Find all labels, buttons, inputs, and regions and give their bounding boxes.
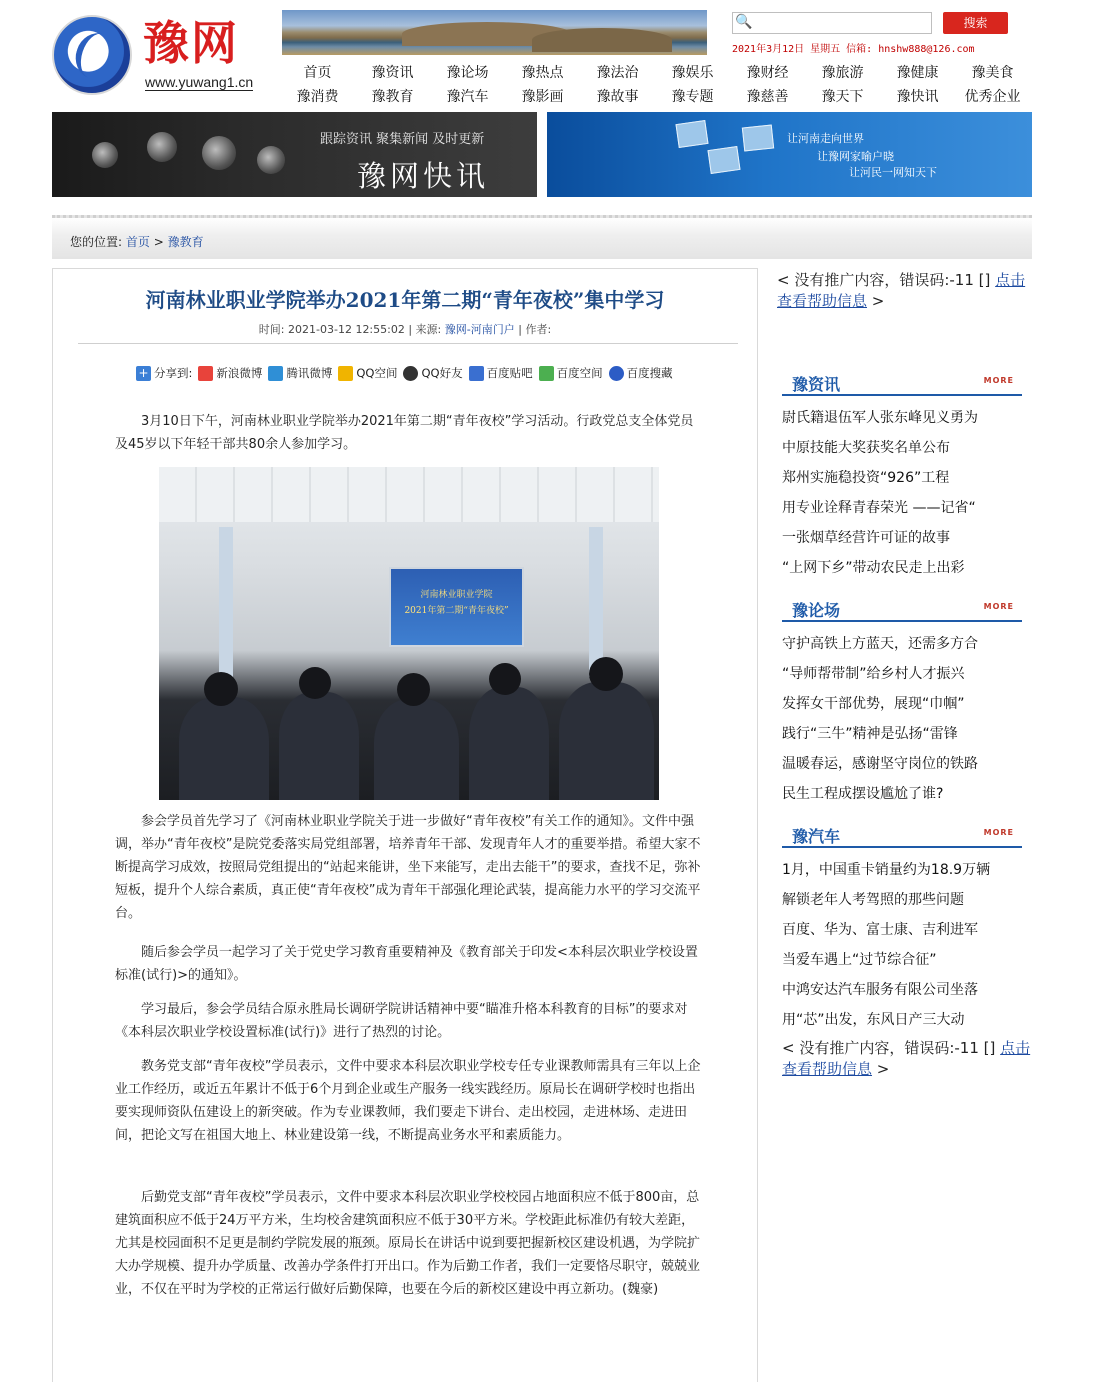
share-item-label: 腾讯微博 [286, 366, 333, 380]
list-item[interactable]: 当爱车遇上“过节综合征” [782, 952, 937, 968]
projection-line: 2021年第二期“青年夜校” [404, 606, 509, 616]
article-paragraph: 后勤党支部“青年夜校”学员表示，文件中要求本科层次职业学校校园占地面积应不低于800亩，总建筑面积应不低于24万平方米，生均校舍建筑面积应不低于30平方米。学校距此标准仍有较大差距，尤其是校园面积不足更是制约学院发展的瓶颈。原局长在讲话中说到要把握新校区建设机遇，为学院扩大办学规模、提升办学质量、改善办学条件打开出口。作为后勤工作者，我们一定要恪尽职守，兢兢业业，不仅在平时为学校的正常运行做好后勤保障，也要在今后的新校区建设中再立新功。(魏豪) [115, 1190, 701, 1297]
weibo-icon [198, 366, 213, 381]
nav-item[interactable]: 豫天下 [821, 89, 864, 105]
photo-window [219, 527, 233, 677]
meta-author-label: 作者: [525, 323, 552, 336]
microphone-icon [147, 132, 177, 162]
section-title[interactable]: 豫资讯 [792, 375, 841, 394]
breadcrumb [70, 233, 204, 250]
photo-attendee [279, 692, 359, 800]
list-item[interactable]: 民生工程成摆设尴尬了谁? [782, 786, 944, 802]
screen-tile-icon [675, 120, 708, 148]
date-and-mailbox: 2021年3月12日 星期五 信箱: hnshw888@126.com [732, 44, 975, 55]
nav-item[interactable]: 豫消费 [296, 89, 339, 105]
list-item[interactable]: 百度、华为、富士康、吉利进军 [782, 922, 978, 938]
section-list-auto [782, 855, 1022, 1035]
section-list-forum [782, 629, 1022, 809]
list-item[interactable]: 中鸿安达汽车服务有限公司坐落 [782, 982, 978, 998]
slogan-banner[interactable] [547, 112, 1032, 197]
list-item[interactable]: 发挥女干部优势，展现“巾帼” [782, 696, 965, 712]
screen-tile-icon [742, 124, 774, 151]
section-title[interactable]: 豫汽车 [792, 827, 841, 846]
nav-item[interactable]: 豫论场 [446, 65, 489, 81]
photo-projection-screen [389, 567, 524, 647]
nav-item[interactable]: 豫美食 [971, 65, 1014, 81]
share-item-label: QQ好友 [421, 366, 463, 380]
baidu-paw-icon [609, 366, 624, 381]
article-title: 河南林业职业学院举办2021年第二期“青年夜校”集中学习 [145, 288, 665, 312]
search-button[interactable]: 搜索 [943, 12, 1008, 34]
share-item-label: 百度搜藏 [626, 366, 673, 380]
list-item[interactable]: 郑州实施稳投资“926”工程 [782, 470, 950, 486]
photo-window [589, 527, 603, 677]
breadcrumb-label: 您的位置: [70, 235, 123, 249]
section-header-forum [782, 597, 1022, 622]
nav-item[interactable]: 首页 [303, 65, 332, 81]
nav-item[interactable]: 豫快讯 [896, 89, 939, 105]
section-list-news [782, 403, 1022, 583]
breadcrumb-separator: > [153, 235, 164, 249]
microphone-icon [257, 146, 285, 174]
header-landscape-banner [282, 10, 707, 55]
list-item[interactable]: “上网下乡”带动农民走上出彩 [782, 560, 965, 576]
slogan-line-2: 让豫网家喻户晓 [817, 150, 894, 163]
nav-item[interactable]: 豫法治 [596, 65, 639, 81]
news-flash-banner[interactable] [52, 112, 537, 197]
list-item[interactable]: 中原技能大奖获奖名单公布 [782, 440, 950, 456]
photo-attendee-head [589, 657, 623, 691]
nav-item[interactable]: 豫汽车 [446, 89, 489, 105]
article-photo-meeting [159, 467, 659, 800]
nav-item[interactable]: 豫慈善 [746, 89, 789, 105]
nav-item[interactable]: 豫旅游 [821, 65, 864, 81]
article-meta [52, 321, 758, 337]
nav-item[interactable]: 豫教育 [371, 89, 414, 105]
site-logo-emblem[interactable] [52, 15, 132, 95]
screen-tile-icon [707, 146, 740, 174]
list-item[interactable]: 用“芯”出发，东风日产三大动 [782, 1012, 965, 1028]
article-paragraph: 3月10日下午，河南林业职业学院举办2021年第二期“青年夜校”学习活动。行政党总支全体党员及45岁以下年轻干部共80余人参加学习。 [115, 414, 694, 452]
ad-prefix: < 没有推广内容，错误码:-11 [] [777, 271, 996, 289]
news-flash-title: 豫网快讯 [357, 159, 490, 193]
microphone-icon [202, 136, 236, 170]
site-logo-text[interactable]: 豫网 [143, 16, 239, 70]
main-nav-row-2 [280, 87, 1030, 107]
share-qq-friend[interactable] [403, 365, 462, 381]
share-label: 分享到: [154, 366, 193, 380]
tencent-weibo-icon [268, 366, 283, 381]
share-item-label: 百度贴吧 [486, 366, 533, 380]
more-link[interactable]: MORE [983, 376, 1014, 385]
article-paragraph: 学习最后，参会学员结合原永胜局长调研学院讲话精神中要“瞄准升格本科教育的目标”的要求对《本科层次职业学校设置标准(试行)》进行了热烈的讨论。 [115, 1002, 688, 1040]
share-baidu-favorites[interactable] [609, 365, 673, 381]
list-item[interactable]: 温暖春运，感谢坚守岗位的铁路 [782, 756, 978, 772]
tieba-icon [469, 366, 484, 381]
more-link[interactable]: MORE [983, 602, 1014, 611]
share-baidu-space[interactable] [539, 365, 603, 381]
section-header-auto [782, 823, 1022, 848]
search-icon: 🔍 [735, 14, 753, 30]
photo-ceiling [159, 467, 659, 522]
ad-help-link[interactable]: 点击查看帮助信息 [777, 271, 1026, 310]
plus-icon: + [136, 366, 151, 381]
share-item-label: 新浪微博 [216, 366, 263, 380]
article-paragraph: 随后参会学员一起学习了关于党史学习教育重要精神及《教育部关于印发<本科层次职业学校设置标准(试行)>的通知》。 [115, 945, 698, 983]
meta-separator: | [408, 323, 413, 336]
meta-separator: | [518, 323, 522, 336]
meta-time: 2021-03-12 12:55:02 [288, 323, 405, 336]
share-item-label: QQ空间 [356, 366, 398, 380]
list-item[interactable]: 守护高铁上方蓝天，还需多方合 [782, 636, 978, 652]
list-item[interactable]: 尉氏籍退伍军人张东峰见义勇为 [782, 410, 978, 426]
article-paragraph: 参会学员首先学习了《河南林业职业学院关于进一步做好“青年夜校”有关工作的通知》。文件中强调，举办“青年夜校”是院党委落实局党组部署，培养青年干部、发现青年人才的重要举措。希望大家不断提高学习成效，按照局党组提出的“站起来能讲，坐下来能写，走出去能干”的要求，查找不足，弥补短板，提升个人综合素质，真正使“青年夜校”成为青年干部强化理论武装，提高能力水平的学习交流平台。 [115, 814, 701, 921]
share-baidu-tieba[interactable] [469, 365, 533, 381]
breadcrumb-current-link[interactable]: 豫教育 [167, 235, 204, 249]
nav-item[interactable]: 优秀企业 [964, 89, 1021, 105]
section-title[interactable]: 豫论场 [792, 601, 841, 620]
slogan-line-1: 让河南走向世界 [787, 132, 864, 145]
list-item[interactable]: 践行“三牛”精神是弘扬“雷锋 [782, 726, 958, 742]
list-item[interactable]: 一张烟草经营许可证的故事 [782, 530, 950, 546]
nav-item[interactable]: 豫健康 [896, 65, 939, 81]
photo-attendee-head [489, 663, 521, 695]
search-input[interactable] [732, 12, 932, 34]
nav-item[interactable]: 豫影画 [521, 89, 564, 105]
photo-attendee-head [397, 673, 430, 706]
qq-penguin-icon [403, 366, 418, 381]
list-item[interactable]: 1月，中国重卡销量约为18.9万辆 [782, 862, 991, 878]
photo-attendee [559, 682, 654, 800]
ad-prefix: < 没有推广内容，错误码:-11 [] [782, 1039, 1001, 1057]
share-qq-zone[interactable] [338, 365, 397, 381]
photo-attendee-head [204, 672, 238, 706]
meta-time-label: 时间: [258, 323, 285, 336]
article-divider [78, 343, 738, 344]
meta-source[interactable]: 豫网-河南门户 [444, 323, 515, 336]
microphone-icon [92, 142, 118, 168]
ad-suffix: > [872, 1060, 890, 1078]
ad-suffix: > [867, 292, 885, 310]
share-tencent-weibo[interactable] [268, 365, 332, 381]
list-item[interactable]: “导师帮带制”给乡村人才振兴 [782, 666, 965, 682]
article-paragraph: 教务党支部“青年夜校”学员表示，文件中要求本科层次职业学校专任专业课教师需具有三年以上企业工作经历，或近五年累计不低于6个月到企业或生产服务一线实践经历。原局长在调研学校时也指出要实现师资队伍建设上的新突破。作为专业课教师，我们要走下讲台、走出校园，走进林场、走进田间，把论文写在祖国大地上、林业建设第一线，不断提高业务水平和素质能力。 [115, 1059, 701, 1143]
share-more-button[interactable] [136, 365, 192, 381]
nav-item[interactable]: 豫热点 [521, 65, 564, 81]
projection-line: 河南林业职业学院 [420, 590, 493, 600]
photo-attendee-head [299, 667, 331, 699]
photo-attendee [179, 697, 269, 800]
nav-item[interactable]: 豫专题 [671, 89, 714, 105]
banner-hill [532, 28, 672, 52]
news-flash-subtitle: 跟踪资讯 聚集新闻 及时更新 [320, 132, 485, 147]
share-bar [136, 364, 679, 382]
list-item[interactable]: 解锁老年人考驾照的那些问题 [782, 892, 964, 908]
logo-swirl-icon [70, 28, 122, 84]
main-nav-row-1 [280, 63, 1030, 83]
site-url[interactable]: www.yuwang1.cn [145, 74, 254, 90]
breadcrumb-home-link[interactable]: 首页 [125, 235, 150, 249]
baidu-space-icon [539, 366, 554, 381]
share-sina-weibo[interactable] [198, 365, 262, 381]
list-item[interactable]: 用专业诠释青春荣光 ——记省“ [782, 500, 976, 516]
meta-source-label: 来源: [415, 323, 442, 336]
section-header-news [782, 371, 1022, 396]
share-item-label: 百度空间 [556, 366, 603, 380]
nav-item[interactable]: 豫财经 [746, 65, 789, 81]
ad-help-link[interactable]: 点击查看帮助信息 [782, 1039, 1031, 1078]
qzone-star-icon [338, 366, 353, 381]
photo-attendee [469, 687, 549, 800]
more-link[interactable]: MORE [983, 828, 1014, 837]
nav-item[interactable]: 豫资讯 [371, 65, 414, 81]
slogan-line-3: 让河民一网知天下 [849, 166, 937, 179]
sidebar-ad-placeholder-bottom [782, 1038, 1032, 1080]
nav-item[interactable]: 豫故事 [596, 89, 639, 105]
nav-item[interactable]: 豫娱乐 [671, 65, 714, 81]
sidebar-ad-placeholder-top [777, 270, 1032, 312]
photo-attendee [374, 699, 459, 800]
